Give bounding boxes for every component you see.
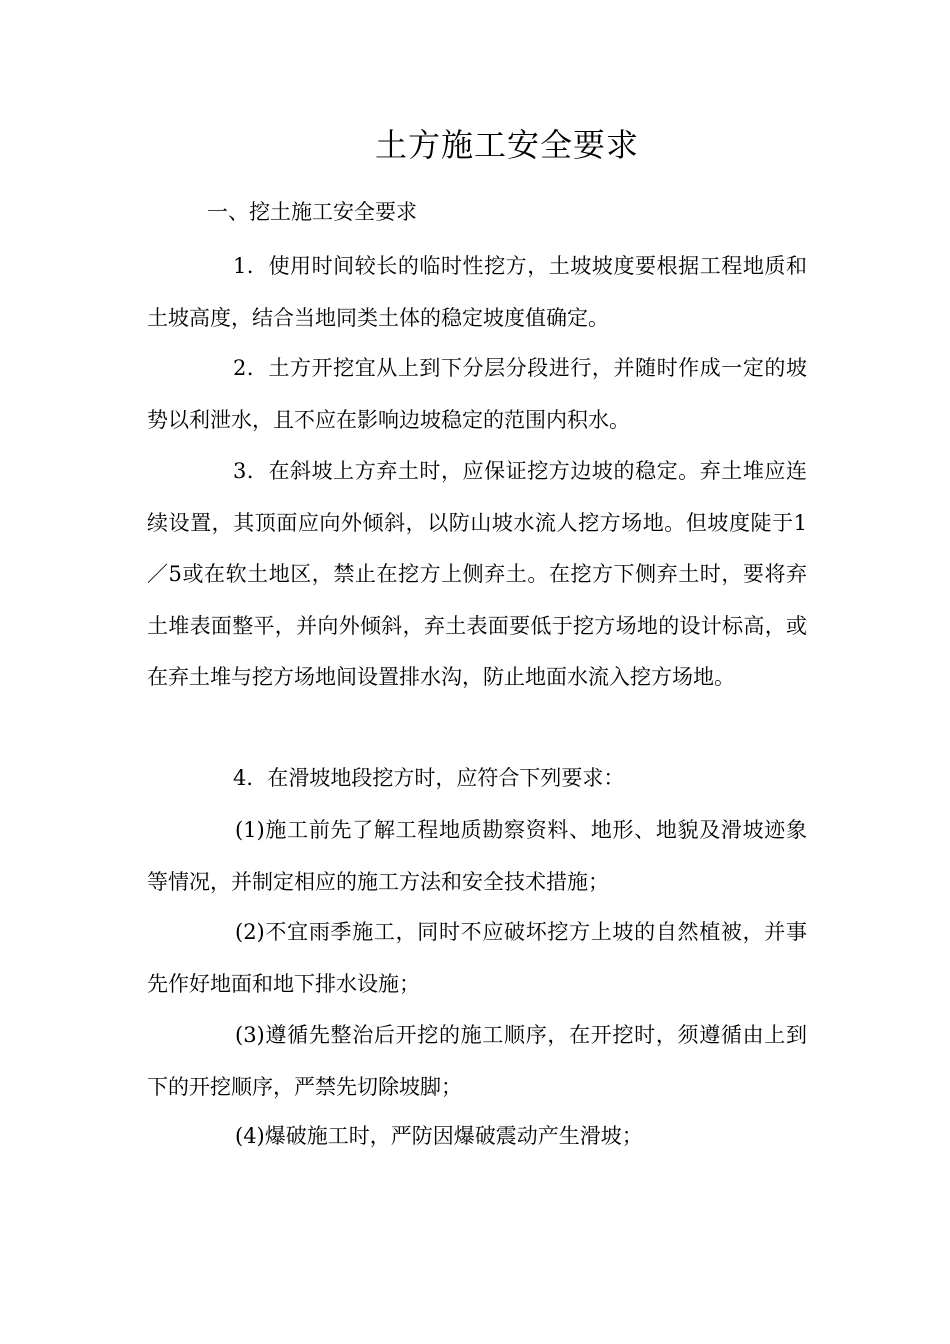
section-heading: 一、挖土施工安全要求 [207, 200, 417, 224]
sub-item-2: (2)不宜雨季施工，同时不应破坏挖方上坡的自然植被，并事先作好地面和地下排水设施； [147, 920, 807, 996]
sub-item-1: (1)施工前先了解工程地质勘察资料、地形、地貌及滑坡迹象等情况，并制定相应的施工方法和安全技术措施； [147, 818, 807, 894]
sub-item-3: (3)遵循先整治后开挖的施工顺序，在开挖时，须遵循由上到下的开挖顺序，严禁先切除坡脚； [147, 1023, 807, 1099]
paragraph-item-1: 1．使用时间较长的临时性挖方，土坡坡度要根据工程地质和土坡高度，结合当地同类土体的稳定坡度值确定。 [147, 254, 807, 330]
sub-item-4: (4)爆破施工时，严防因爆破震动产生滑坡； [235, 1124, 643, 1148]
paragraph-item-3: 3．在斜坡上方弃土时，应保证挖方边坡的稳定。弃土堆应连续设置，其顶面应向外倾斜，以防山坡水流人挖方场地。但坡度陡于1／5或在软土地区，禁止在挖方上侧弃土。在挖方下侧弃土时，要将弃土堆表面整平，并向外倾斜，弃土表面要低于挖方场地的设计标高，或在弃土堆与挖方场地间设置排水沟，防止地面水流入挖方场地。 [147, 459, 807, 689]
page-title: 土方施工安全要求 [374, 126, 639, 164]
paragraph-item-4: 4．在滑坡地段挖方时，应符合下列要求： [233, 766, 625, 790]
paragraph-item-2: 2．土方开挖宜从上到下分层分段进行，并随时作成一定的坡势以利泄水，且不应在影响边坡稳定的范围内积水。 [147, 356, 807, 432]
